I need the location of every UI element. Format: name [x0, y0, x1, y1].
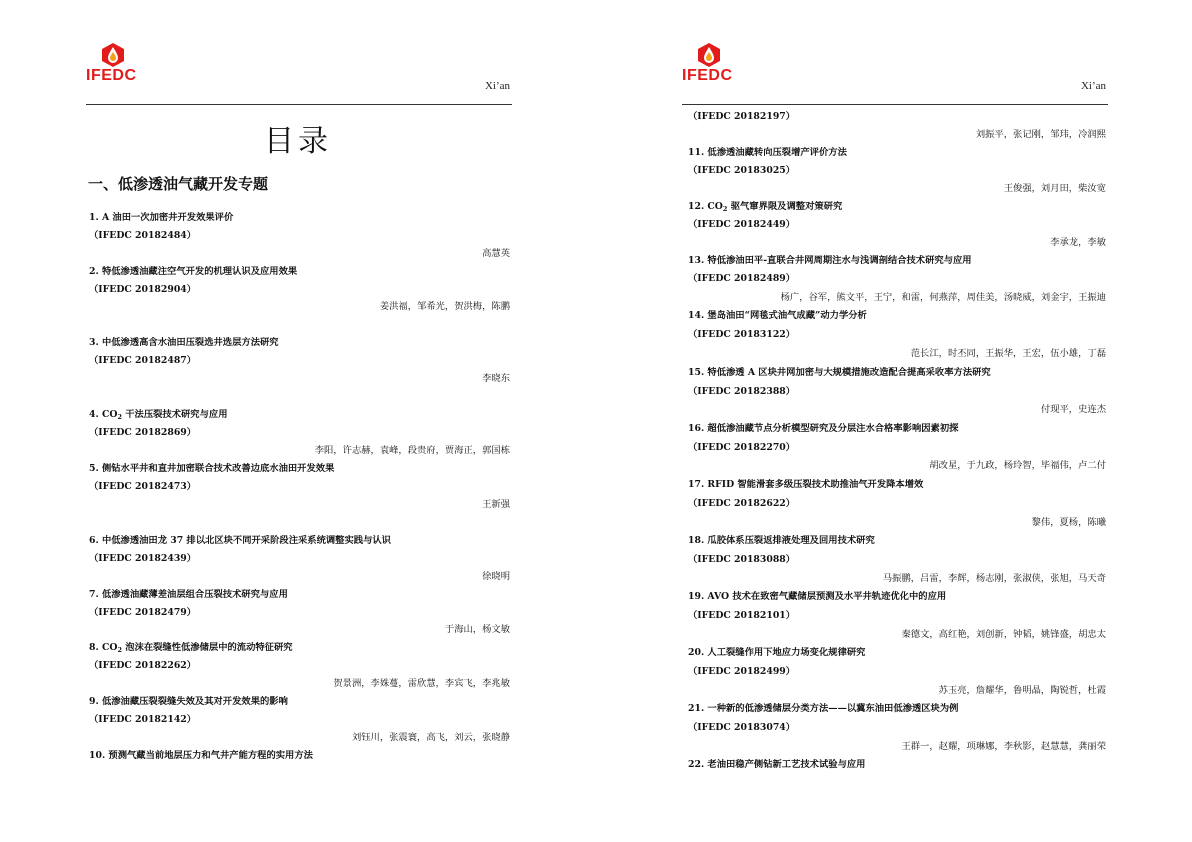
entry-authors: 刘钰川，张震寰，高飞，刘云，张晓静	[351, 732, 510, 743]
entry-code: （IFEDC 20182101）	[688, 610, 796, 621]
entry-authors: 李晓东	[482, 373, 510, 384]
entry-title[interactable]: 8. $CO_2$ 泡沫在裂缝性低渗储层中的流动特征研究	[89, 642, 293, 654]
entry-authors: 姜洪福，邹希光，贺洪梅，陈鹏	[379, 301, 510, 312]
entry-title[interactable]: 21. 一种新的低渗透储层分类方法——以冀东油田低渗透区块为例	[688, 703, 959, 714]
page-title: 目录	[264, 124, 332, 159]
header-city: Xi’an	[484, 80, 510, 92]
entry-code: （IFEDC 20182484）	[89, 230, 197, 241]
entry-authors: 王俊强，刘月田，柴汝宽	[1003, 183, 1106, 194]
right-page	[596, 0, 1192, 842]
entry-code: （IFEDC 20182262）	[89, 660, 197, 671]
ifedc-drop-logo-icon	[100, 42, 126, 68]
entry-code: （IFEDC 20182499）	[688, 666, 796, 677]
entry-title[interactable]: 5. 侧钻水平井和直井加密联合技术改善边底水油田开发效果	[89, 463, 335, 474]
entry-code: （IFEDC 20182473）	[89, 481, 197, 492]
entry-title[interactable]: 13. 特低渗油田平-直联合井网周期注水与浅调剖结合技术研究与应用	[688, 255, 972, 266]
entry-title[interactable]: 9. 低渗油藏压裂裂缝失效及其对开发效果的影响	[89, 696, 288, 707]
entry-title[interactable]: 12. $CO_2$ 驱气窜界限及调整对策研究	[688, 201, 843, 213]
entry-title[interactable]: 11. 低渗透油藏转向压裂增产评价方法	[688, 147, 847, 158]
entry-code: （IFEDC 20183122）	[688, 329, 796, 340]
entry-authors: 于海山，杨文敏	[444, 624, 510, 635]
entry-title[interactable]: 3. 中低渗透高含水油田压裂选井选层方法研究	[89, 337, 279, 348]
entry-authors: 李阳，许志赫，袁峰，段贵府，贾海正，郭国栋	[314, 445, 510, 456]
entry-code: （IFEDC 20183025）	[688, 165, 796, 176]
entry-title[interactable]: 18. 瓜胶体系压裂返排液处理及回用技术研究	[688, 535, 875, 546]
header-divider	[682, 104, 1108, 105]
entry-authors: 贺景洲，李姝蔓，雷欣慧，李宾飞，李兆敏	[333, 678, 510, 689]
entry-authors: 高慧英	[482, 248, 510, 259]
entry-title[interactable]: 16. 超低渗油藏节点分析模型研究及分层注水合格率影响因素初探	[688, 423, 959, 434]
entry-authors: 杨广，谷军，熊文平，王宁，和雷，何燕萍，周佳美，汤晓威，刘金宇，王振迪	[780, 292, 1106, 303]
logo-text: IFEDC	[86, 67, 137, 84]
entry-authors: 付现平，史连杰	[1040, 404, 1106, 415]
entry-authors: 李承龙，李敏	[1050, 237, 1106, 248]
entry-code: （IFEDC 20183074）	[688, 722, 796, 733]
entry-title[interactable]: 4. $CO_2$ 干法压裂技术研究与应用	[89, 409, 228, 421]
entry-code: （IFEDC 20182388）	[688, 386, 796, 397]
entry-title[interactable]: 2. 特低渗透油藏注空气开发的机理认识及应用效果	[89, 266, 298, 277]
entry-authors: 范长江，时丕同，王振华，王宏，伍小雄，丁磊	[910, 348, 1106, 359]
entry-title[interactable]: 7. 低渗透油藏薄差油层组合压裂技术研究与应用	[89, 589, 288, 600]
entry-code: （IFEDC 20182449）	[688, 219, 796, 230]
header-divider	[86, 104, 512, 105]
ifedc-drop-logo-icon	[696, 42, 722, 68]
header-city: Xi’an	[1080, 80, 1106, 92]
entry-code: （IFEDC 20182489）	[688, 273, 796, 284]
entry-code: （IFEDC 20182439）	[89, 553, 197, 564]
entry-authors: 秦德文，高红艳，刘创新，钟韬，姚锋盛，胡忠太	[901, 629, 1106, 640]
entry-title[interactable]: 10. 预测气藏当前地层压力和气井产能方程的实用方法	[89, 750, 313, 761]
entry-title[interactable]: 6. 中低渗透油田龙 37 排以北区块不同开采阶段注采系统调整实践与认识	[89, 535, 391, 546]
entry-code: （IFEDC 20182142）	[89, 714, 197, 725]
entry-code: （IFEDC 20182622）	[688, 498, 796, 509]
entry-title[interactable]: 17. RFID 智能滑套多级压裂技术助推油气开发降本增效	[688, 479, 924, 490]
entry-authors: 马振鹏，吕雷，李辉，杨志刚，张淑侠，张旭，马天奇	[882, 573, 1106, 584]
entry-authors: 黎伟，夏杨，陈曦	[1031, 517, 1106, 528]
entry-code: （IFEDC 20182869）	[89, 427, 197, 438]
entry-title[interactable]: 19. AVO 技术在致密气藏储层预测及水平井轨迹优化中的应用	[688, 591, 947, 602]
logo-text: IFEDC	[682, 67, 733, 84]
entry-title[interactable]: 14. 堡岛油田“网毯式油气成藏”动力学分析	[688, 310, 867, 321]
entry-code: （IFEDC 20182487）	[89, 355, 197, 366]
entry-authors: 徐晓明	[482, 571, 510, 582]
entry-authors: 王新强	[482, 499, 510, 510]
entry-authors: 刘振平，张记刚，邹玮，冷润熙	[975, 129, 1106, 140]
entry-code: （IFEDC 20182904）	[89, 284, 197, 295]
entry-title[interactable]: 22. 老油田稳产侧钻新工艺技术试验与应用	[688, 759, 866, 770]
entry-authors: 胡改星，于九政，杨玲智，毕福伟，卢二付	[929, 460, 1106, 471]
entry-code: （IFEDC 20183088）	[688, 554, 796, 565]
entry-code: （IFEDC 20182197）	[688, 111, 796, 122]
entry-title[interactable]: 1. A 油田一次加密井开发效果评价	[89, 212, 234, 223]
entry-code: （IFEDC 20182270）	[688, 442, 796, 453]
entry-title[interactable]: 20. 人工裂缝作用下地应力场变化规律研究	[688, 647, 866, 658]
entry-authors: 王群一，赵耀，项琳娜，李秋影，赵慧慧，龚丽荣	[901, 741, 1106, 752]
entry-title[interactable]: 15. 特低渗透 A 区块井网加密与大规模措施改造配合提高采收率方法研究	[688, 367, 991, 378]
section-heading: 一、低渗透油气藏开发专题	[88, 175, 269, 193]
entry-authors: 苏玉亮，詹耀华，鲁明晶，陶锐哲，杜霞	[938, 685, 1106, 696]
entry-code: （IFEDC 20182479）	[89, 607, 197, 618]
